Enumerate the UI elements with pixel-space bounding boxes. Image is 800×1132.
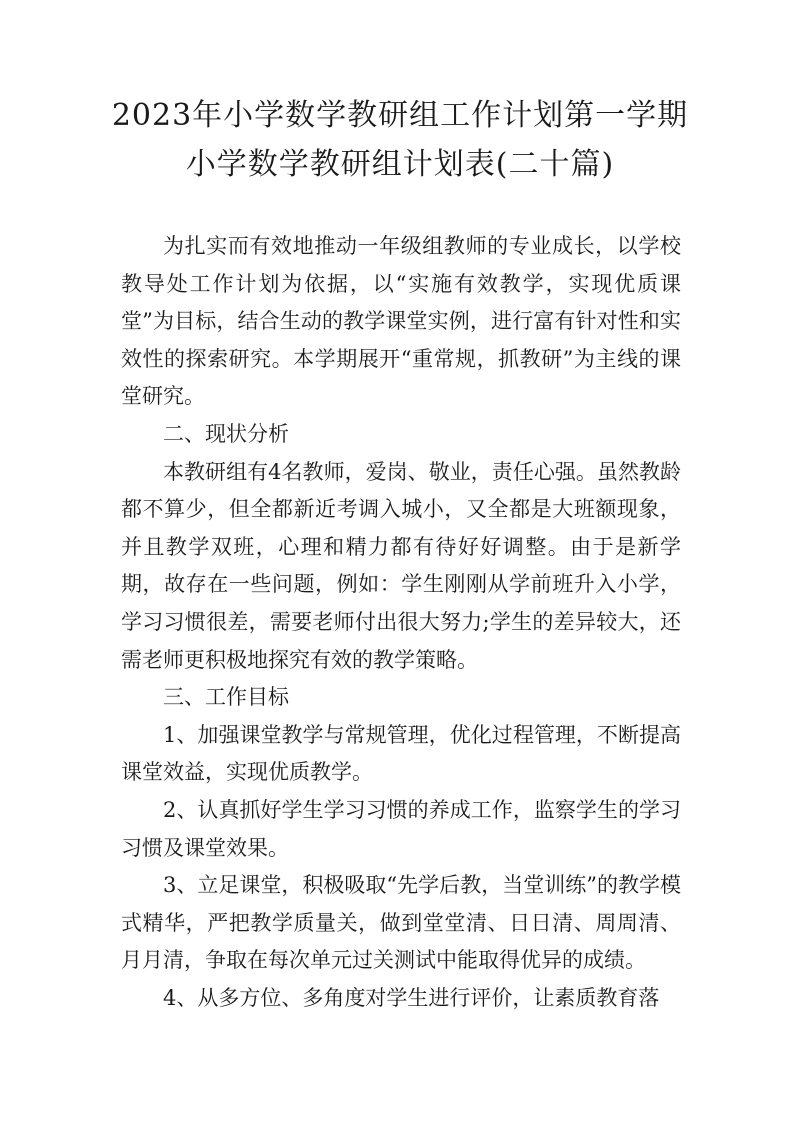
paragraph-status-analysis: 本教研组有4名教师，爱岗、敬业，责任心强。虽然教龄都不算少，但全都新近考调入城小，又全都是大班额现象，并且教学双班，心理和精力都有待好好调整。由于是新学期，故存在一些问题，例如：学生刚刚从学前班升入小学，学习习惯很差，需要老师付出很大努力;学生的差异较大，还需老师更积极地探究有效的教学策略。 [121, 459, 681, 672]
document-title-line-2: 小学数学教研组计划表(二十篇) [185, 147, 615, 182]
paragraph-goal-1: 1、加强课堂教学与常规管理，优化过程管理，不断提高课堂效益，实现优质教学。 [121, 722, 681, 785]
paragraph-goal-2: 2、认真抓好学生学习习惯的养成工作，监察学生的学习习惯及课堂效果。 [121, 797, 681, 860]
section-heading-status-analysis: 二、现状分析 [163, 421, 289, 446]
section-heading-work-goals: 三、工作目标 [163, 685, 289, 710]
paragraph-goal-4: 4、从多方位、多角度对学生进行评价，让素质教育落 [163, 985, 660, 1010]
document-body [121, 228, 681, 1017]
paragraph-goal-3: 3、立足课堂，积极吸取“先学后教，当堂训练”的教学模式精华，严把教学质量关，做到堂堂清、日日清、周周清、月月清，争取在每次单元过关测试中能取得优异的成绩。 [121, 873, 681, 973]
document-title-line-1: 2023年小学数学教研组工作计划第一学期 [111, 98, 689, 133]
paragraph-intro: 为扎实而有效地推动一年级组教师的专业成长，以学校教导处工作计划为依据，以“实施有效教学，实现优质课堂”为目标，结合生动的教学课堂实例，进行富有针对性和实效性的探索研究。本学期展开“重常规，抓教研”为主线的课堂研究。 [121, 234, 681, 409]
